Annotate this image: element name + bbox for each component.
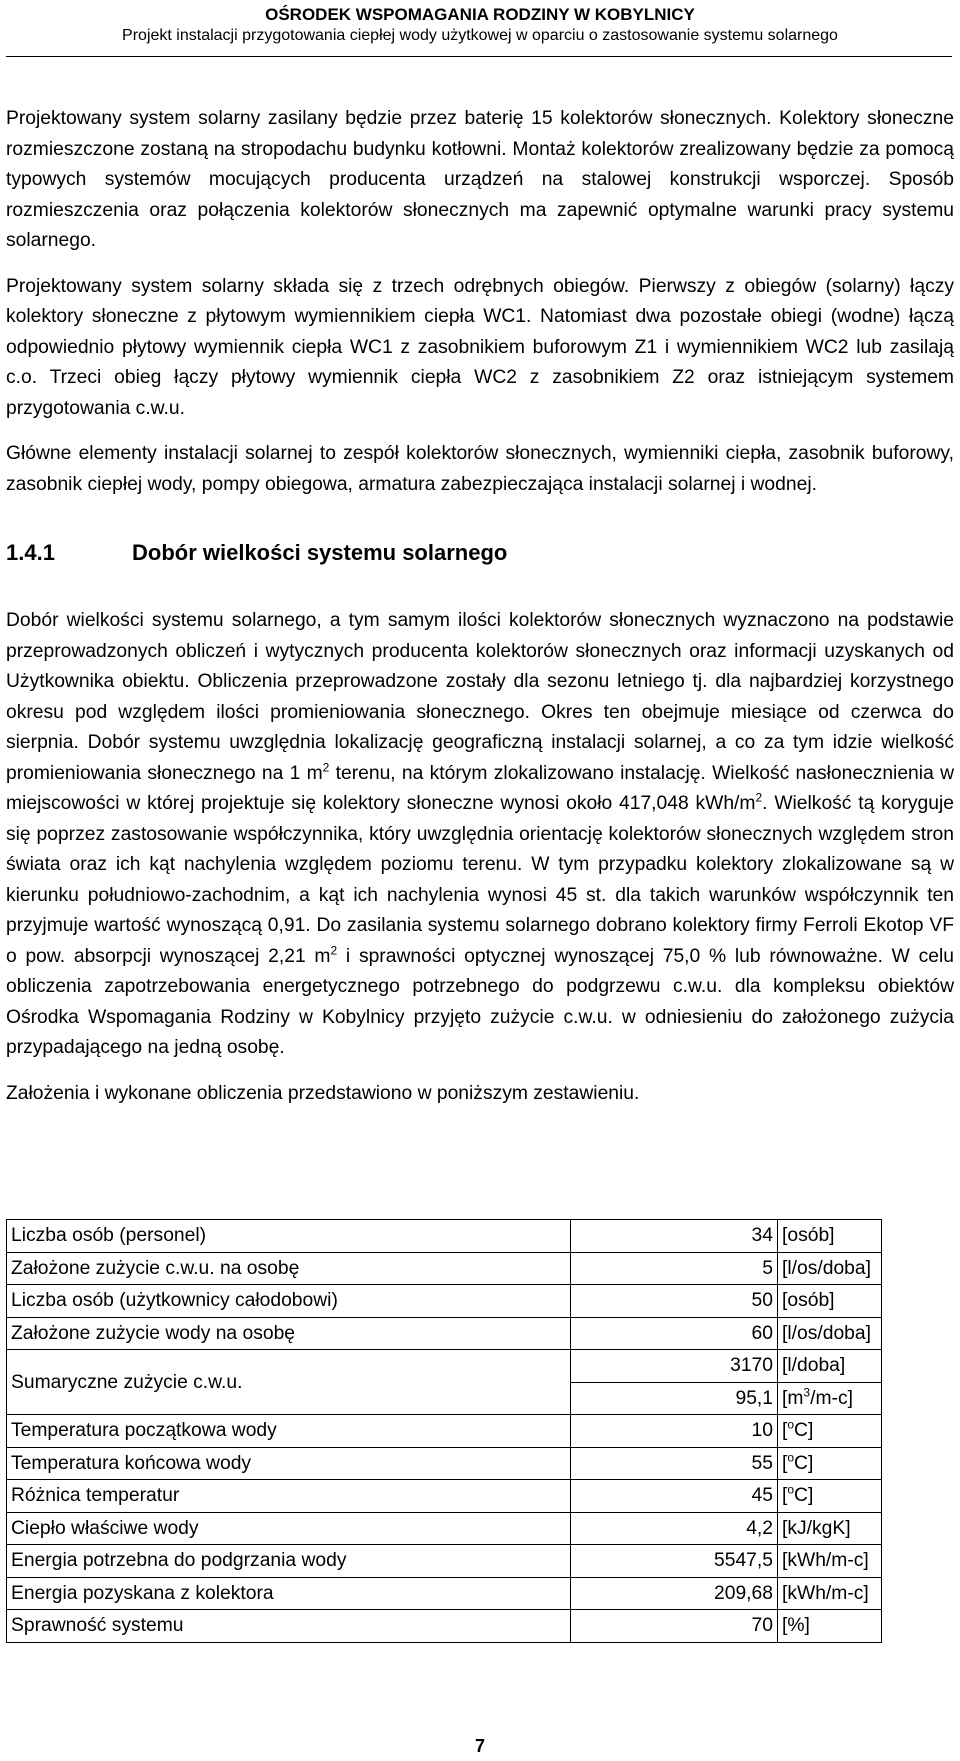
calculation-table: [6, 1219, 882, 1643]
superscript: o: [787, 1450, 795, 1465]
row-label: Liczba osób (użytkownicy całodobowi): [7, 1285, 571, 1318]
row-unit: [778, 1447, 882, 1480]
paragraph-table-intro: Założenia i wykonane obliczenia przedstawiono w poniższym zestawieniu.: [6, 1082, 640, 1104]
row-value: 45: [571, 1480, 778, 1513]
sizing-text-4: i sprawności optycznej wynoszącej 75,0 % lub równoważne. W celu obliczenia zapotrzebowania energetycznego potrzebnego do podgrzewu c.w.u. dla kompleksu obiektów Ośrodka Wspomagania Rodziny w Kobylnicy przyjęto zużycie c.w.u. w odniesieniu do założonego zużycia przypadającego na jedną osobę.: [6, 945, 954, 1058]
row-label: Sprawność systemu: [7, 1610, 571, 1643]
unit-part: [: [782, 1420, 788, 1442]
row-value: 50: [571, 1285, 778, 1318]
paragraph-system-description: Projektowany system solarny zasilany będzie przez baterię 15 kolektorów słonecznych. Kolektory słoneczne rozmieszczone zostaną na stropodachu budynku kotłowni. Montaż kolektorów zrealizowany będzie za pomocą typowych systemów mocujących producenta urządzeń na stalowej konstrukcji wsporczej. Sposób rozmieszczenia oraz połączenia kolektorów słonecznych ma zapewnić optymalne warunki pracy systemu solarnego.: [6, 108, 954, 251]
sizing-text-3: . Wielkość tą koryguje się poprzez zastosowanie współczynnika, który uwzględnia orientację kolektorów słonecznych względem stron świata oraz ich kąt nachylenia względem poziomu terenu. W tym przypadku kolektory zlokalizowane są w kierunku południowo-zachodnim, a kąt ich nachylenia wynosi 45 st. dla takich warunków współczynnik ten przyjmuje wartość wynoszącą 0,91. Do zasilania systemu solarnego dobrano kolektory firmy Ferroli Ekotop VF o pow. absorpcji wynoszącej 2,21 m: [6, 793, 954, 967]
section-heading: [6, 538, 954, 568]
row-value: 4,2: [571, 1512, 778, 1545]
row-value: 10: [571, 1415, 778, 1448]
page-number: 7: [474, 1736, 485, 1756]
table-row: [7, 1350, 882, 1383]
superscript: o: [787, 1417, 795, 1432]
paragraph-circuits: Projektowany system solarny składa się z trzech odrębnych obiegów. Pierwszy z obiegów (solarny) łączy kolektory słoneczne z płytowym wymiennikiem ciepła WC1. Natomiast dwa pozostałe obiegi (wodne) łączą odpowiednio płytowy wymiennik ciepła WC1 z zasobnikiem buforowym Z1 i wymiennikiem WC2 lub zasilają c.o. Trzeci obieg łączy płytowy wymiennik ciepła WC2 z zasobnikiem Z2 oraz istniejącym systemem przygotowania c.w.u.: [6, 275, 954, 419]
row-value: 60: [571, 1317, 778, 1350]
project-title: Projekt instalacji przygotowania ciepłej wody użytkowej w oparciu o zastosowanie systemu solarnego: [122, 27, 838, 44]
row-unit: [%]: [778, 1610, 882, 1643]
row-label: Energia pozyskana z kolektora: [7, 1577, 571, 1610]
row-value: 3170: [571, 1350, 778, 1383]
unit-part: /m-c]: [810, 1387, 853, 1409]
row-label: Różnica temperatur: [7, 1480, 571, 1513]
row-label: Sumaryczne zużycie c.w.u.: [7, 1350, 571, 1415]
superscript: 2: [330, 943, 338, 958]
table-row: [7, 1252, 882, 1285]
row-unit: [778, 1480, 882, 1513]
row-label: Temperatura początkowa wody: [7, 1415, 571, 1448]
row-unit: [osób]: [778, 1285, 882, 1318]
paragraph-sizing: [6, 606, 954, 1064]
superscript: 3: [803, 1385, 811, 1400]
row-value: 95,1: [571, 1382, 778, 1415]
table-row: [7, 1220, 882, 1253]
superscript: 2: [755, 790, 763, 805]
row-value: 55: [571, 1447, 778, 1480]
sizing-text-1: Dobór wielkości systemu solarnego, a tym samym ilości kolektorów słonecznych wyznaczono na podstawie przeprowadzonych obliczeń i wytycznych producenta kolektorów słonecznych oraz informacji uzyskanych od Użytkownika obiektu. Obliczenia przeprowadzone zostały dla sezonu letniego tj. dla najbardziej korzystnego okresu pod względem ilości promieniowania słonecznego. Okres ten obejmuje miesiące od czerwca do sierpnia. Dobór systemu uwzględnia lokalizację geograficzną instalacji solarnej, a co za tym idzie wielkość promieniowania słonecznego na 1 m: [6, 610, 954, 784]
row-unit: [l/os/doba]: [778, 1252, 882, 1285]
unit-part: [: [782, 1452, 788, 1474]
unit-part: C]: [794, 1420, 814, 1442]
page-header: [0, 4, 960, 46]
table-row: [7, 1512, 882, 1545]
unit-part: [: [782, 1485, 788, 1507]
row-unit: [778, 1382, 882, 1415]
table-row: [7, 1317, 882, 1350]
row-unit: [kWh/m-c]: [778, 1545, 882, 1578]
row-value: 5: [571, 1252, 778, 1285]
table-row: [7, 1285, 882, 1318]
row-unit: [kJ/kgK]: [778, 1512, 882, 1545]
row-unit: [kWh/m-c]: [778, 1577, 882, 1610]
table-row: [7, 1447, 882, 1480]
sizing-text-2: terenu, na którym zlokalizowano instalację. Wielkość nasłonecznienia w miejscowości w której projektuje się kolektory słoneczne wynosi około 417,048 kWh/m: [6, 762, 954, 814]
paragraph-main-elements: Główne elementy instalacji solarnej to zespół kolektorów słonecznych, wymienniki ciepła, zasobnik buforowy, zasobnik ciepłej wody, pompy obiegowa, armatura zabezpieczająca instalacji solarnej i wodnej.: [6, 443, 954, 495]
superscript: o: [787, 1482, 795, 1497]
section-number: 1.4.1: [6, 540, 55, 565]
table-row: [7, 1415, 882, 1448]
unit-part: C]: [794, 1452, 814, 1474]
row-label: Ciepło właściwe wody: [7, 1512, 571, 1545]
document-body: [6, 104, 954, 1109]
section-title: Dobór wielkości systemu solarnego: [132, 540, 508, 565]
row-value: 209,68: [571, 1577, 778, 1610]
row-value: 5547,5: [571, 1545, 778, 1578]
unit-part: C]: [794, 1485, 814, 1507]
table-row: [7, 1577, 882, 1610]
row-unit: [l/doba]: [778, 1350, 882, 1383]
table-row: [7, 1610, 882, 1643]
row-label: Temperatura końcowa wody: [7, 1447, 571, 1480]
row-label: Założone zużycie wody na osobę: [7, 1317, 571, 1350]
row-value: 70: [571, 1610, 778, 1643]
header-divider: [6, 56, 952, 57]
organization-name: OŚRODEK WSPOMAGANIA RODZINY W KOBYLNICY: [265, 5, 695, 24]
row-label: Energia potrzebna do podgrzania wody: [7, 1545, 571, 1578]
row-unit: [l/os/doba]: [778, 1317, 882, 1350]
row-unit: [osób]: [778, 1220, 882, 1253]
superscript: 2: [322, 760, 330, 775]
table-row: [7, 1545, 882, 1578]
row-label: Liczba osób (personel): [7, 1220, 571, 1253]
table-row: [7, 1480, 882, 1513]
row-unit: [778, 1415, 882, 1448]
row-value: 34: [571, 1220, 778, 1253]
row-label: Założone zużycie c.w.u. na osobę: [7, 1252, 571, 1285]
unit-part: [m: [782, 1387, 804, 1409]
